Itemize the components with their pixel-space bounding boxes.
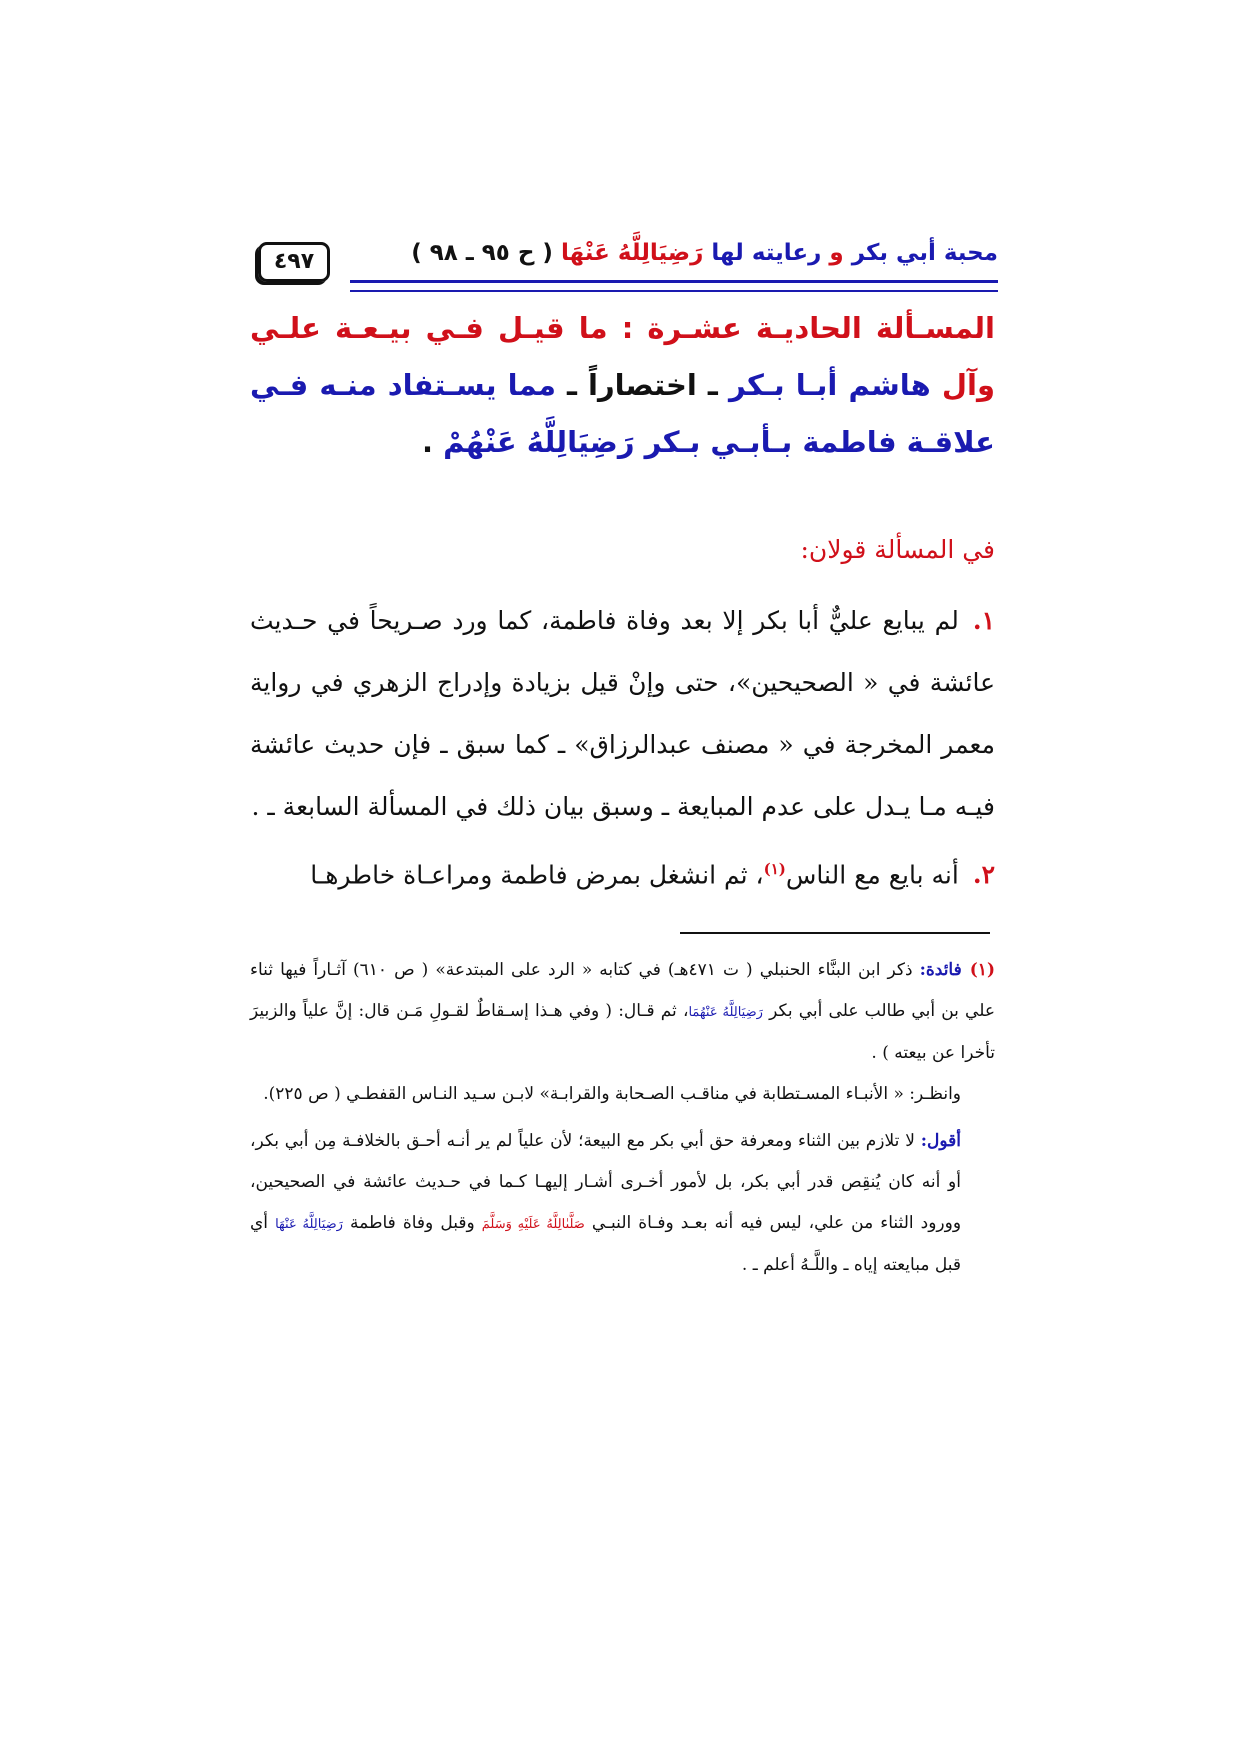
- footnote-text: ذكر ابن البنَّاء الحنبلي ( ت ٤٧١هـ) في كتابه « الرد على المبتدعة» ( ص ٦١٠) آثـاراً فيها ثناء علي بن أبي طالب على أبي بكر: [250, 960, 995, 1021]
- footnote-text: ، ثم قـال: ( وفي هـذا إسـقاطٌ لقـولِ مَـن قال: إنَّ علياً والزبيرَ تأخرا عن بيعته ) .: [250, 1001, 995, 1063]
- point-paragraph: [250, 838, 995, 906]
- footnote-text: وانظـر: « الأنبـاء المسـتطابة في مناقـب الصـحابة والقرابـة» لابـن سـيد النـاس القفطـي ( ص ٢٢٥).: [263, 1084, 961, 1104]
- footnote-honorific: صَلَّىٰالِلَّهُ عَلَيْهِ وَسَلَّمَ: [481, 1217, 585, 1232]
- heading-dash-part: ـ اختصاراً ـ: [555, 368, 729, 402]
- section-title: في المسألة قولان:: [800, 535, 995, 564]
- footnote-paragraph: [250, 1121, 995, 1286]
- page-number: ٤٩٧: [258, 242, 330, 282]
- heading-blue-part: هاشم أبـا بـكر: [728, 368, 931, 402]
- heading-blue-part: مما يسـتفاد منـه فـي علاقـة فاطمة بـأبـي بـكر: [250, 368, 995, 459]
- heading-red-part: المسـألة الحاديـة عشـرة : ما قيـل فـي بيـعـة علـي وآل: [250, 311, 995, 402]
- heading-honorific: رَضِيَالِلَّهُ عَنْهُمْ: [443, 425, 635, 459]
- point-number: ١.: [972, 606, 995, 635]
- header-title-part: و: [829, 240, 844, 266]
- footnote-text: وقبل وفاة فاطمة: [350, 1213, 475, 1233]
- point-text: ، ثم انشغل بمرض فاطمة ومراعـاة خاطرهـا: [310, 860, 764, 890]
- footnote-paragraph: [250, 950, 995, 1074]
- header-honorific: رَضِيَالِلَّهُ عَنْهَا: [560, 240, 704, 266]
- footnotes: [250, 950, 995, 1286]
- heading-end: .: [422, 425, 444, 459]
- footnote-label: أقول:: [920, 1131, 961, 1151]
- header-rule: [350, 280, 998, 292]
- point-paragraph: [250, 590, 995, 838]
- footnote-label: فائدة:: [919, 960, 962, 980]
- section-heading: [250, 300, 995, 471]
- footnote-marker: (١): [969, 960, 995, 980]
- footnote-honorific: رَضِيَالِلَّهُ عَنْهَا: [275, 1217, 343, 1232]
- footnote-honorific: رَضِيَالِلَّهُ عَنْهُمَا: [688, 1005, 763, 1020]
- header-title-part: محبة أبي بكر: [851, 240, 998, 266]
- point-text: أنه بايع مع الناس: [785, 860, 959, 890]
- footnote-reference[interactable]: (١): [763, 860, 786, 878]
- header-title-part: رعايته لها: [711, 240, 822, 266]
- footnote-paragraph: [250, 1074, 995, 1115]
- point-text: لم يبايع عليٌّ أبا بكر إلا بعد وفاة فاطمة، كما ورد صـريحاً في حـديث عائشة في « الصحيحين»، حتى وإنْ قيل بزيادة وإدراج الزهري في رواية معمر المخرجة في « مصنف عبدالرزاق» ـ كما سبق ـ فإن حديث عائشة فيـه مـا يـدل على عدم المبايعة ـ وسبق بيان ذلك في المسألة السابعة ـ .: [250, 606, 995, 821]
- body-text: [250, 590, 995, 906]
- header-title: [411, 240, 998, 266]
- point-number: ٢.: [972, 860, 995, 890]
- footnote-text: لا تلازم بين الثناء ومعرفة حق أبي بكر مع البيعة؛ لأن علياً لم ير أنـه أحـق بالخلافـة مِن أبي بكر، أو أنه كان يُنقِص قدر أبي بكر، بل لأمور أخـرى أشـار إليهـا كـما في حـديث عائشة في الصحيحين، وورود الثناء من علي، ليس فيه أنه بعـد وفـاة النبـي: [250, 1131, 962, 1233]
- footnote-text: أي قبل مبايعته إياه ـ واللَّـهُ أعلم ـ .: [250, 1213, 961, 1275]
- footnote-separator: [680, 932, 990, 934]
- running-header: [258, 238, 998, 288]
- header-reference: ( ح ٩٥ ـ ٩٨ ): [411, 240, 553, 266]
